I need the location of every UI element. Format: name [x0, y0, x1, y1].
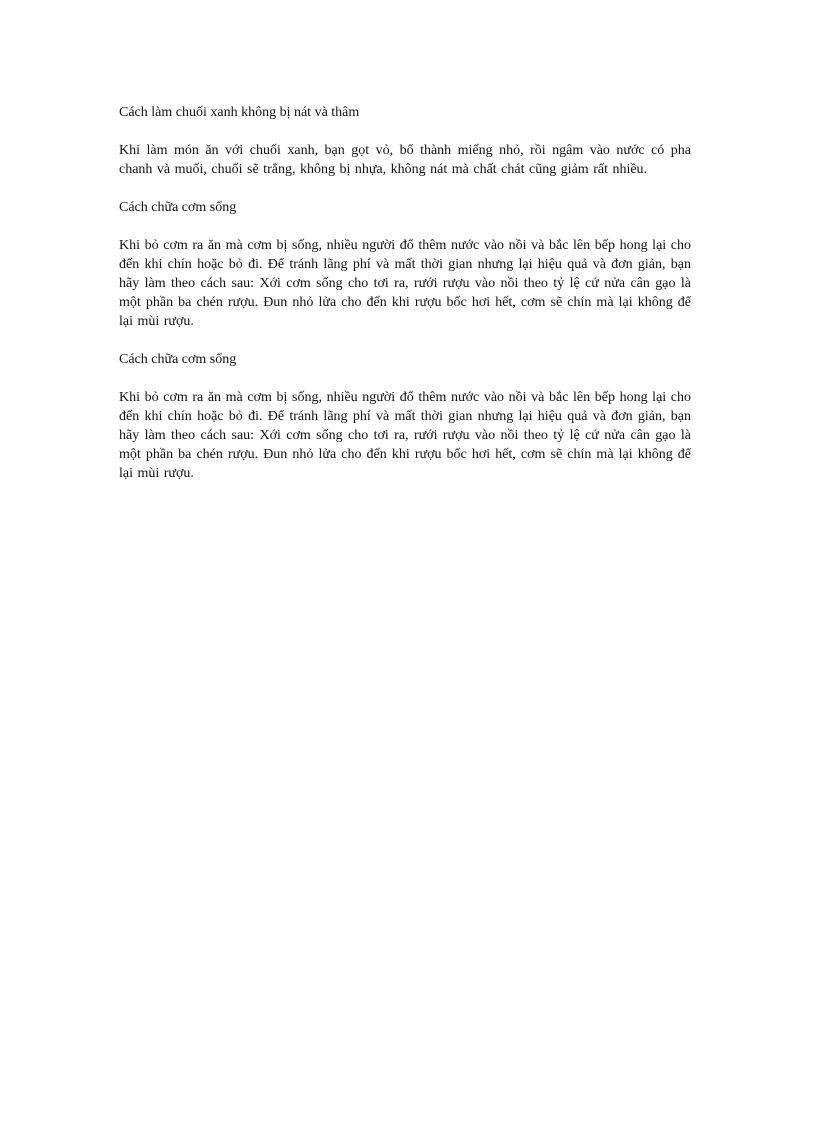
section-title-banana: Cách làm chuối xanh không bị nát và thâm [119, 105, 360, 120]
section-body-banana: Khi làm món ăn với chuối xanh, bạn gọt vỏ, bổ thành miếng nhỏ, rồi ngâm vào nước có pha chanh và muối, chuối sẽ trắng, không bị nhựa, không nát mà chất chát cũng giảm rất nhiều. [119, 143, 691, 177]
section-body-rice-2: Khi bỏ cơm ra ăn mà cơm bị sống, nhiều người đổ thêm nước vào nồi và bắc lên bếp hong lại cho đến khi chín hoặc bỏ đi. Để tránh lãng phí và mất thời gian nhưng lại hiệu quả và đơn giản, bạn hãy làm theo cách sau: Xới cơm sống cho tơi ra, rưới rượu vào nồi theo tỷ lệ cứ nửa cân gạo là một phần ba chén rượu. Đun nhỏ lửa cho đến khi rượu bốc hơi hết, cơm sẽ chín mà lại không để lại mùi rượu. [119, 390, 691, 481]
section-title-rice-1: Cách chữa cơm sống [119, 200, 237, 215]
section-title-rice-2: Cách chữa cơm sống [119, 352, 237, 367]
document-body [119, 103, 691, 502]
section-body-rice-1: Khi bỏ cơm ra ăn mà cơm bị sống, nhiều người đổ thêm nước vào nồi và bắc lên bếp hong lại cho đến khi chín hoặc bỏ đi. Để tránh lãng phí và mất thời gian nhưng lại hiệu quả và đơn giản, bạn hãy làm theo cách sau: Xới cơm sống cho tơi ra, rưới rượu vào nồi theo tỷ lệ cứ nửa cân gạo là một phần ba chén rượu. Đun nhỏ lửa cho đến khi rượu bốc hơi hết, cơm sẽ chín mà lại không để lại mùi rượu. [119, 238, 691, 329]
